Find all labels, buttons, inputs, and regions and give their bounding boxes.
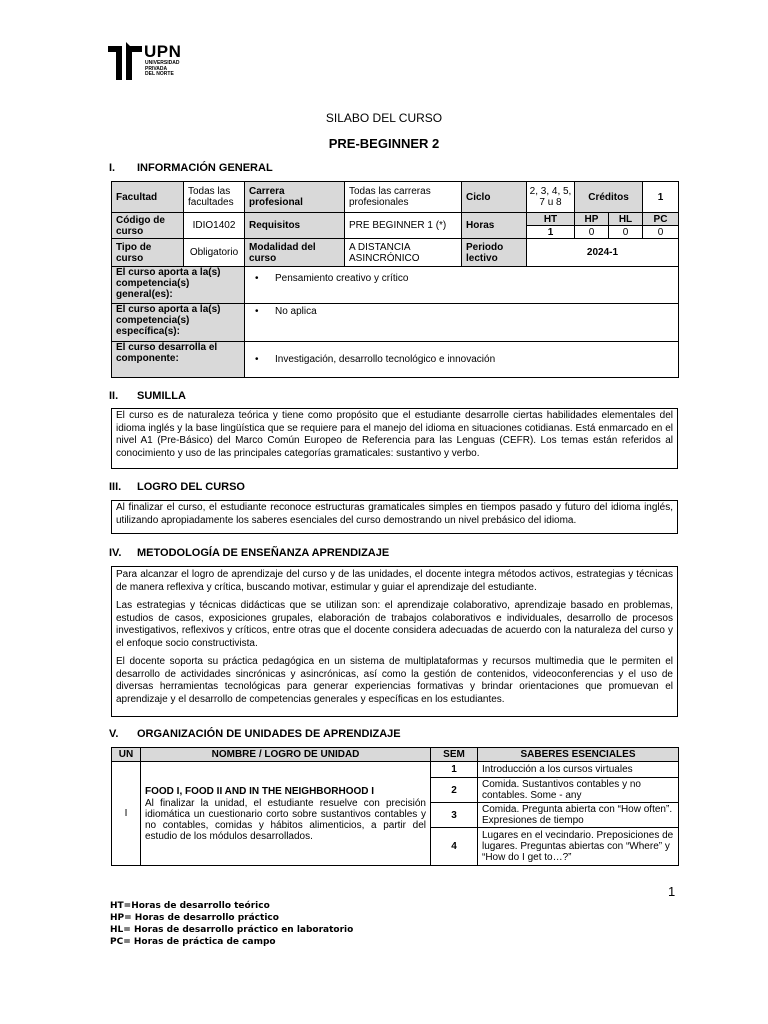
- facultad-label: Facultad: [112, 182, 184, 213]
- periodo-label: Periodo lectivo: [462, 239, 527, 267]
- hours-header-hl: HL: [609, 213, 643, 226]
- units-header-name: NOMBRE / LOGRO DE UNIDAD: [141, 748, 431, 762]
- facultad-value: Todas las facultades: [184, 182, 245, 213]
- footnote-hp: HP= Horas de desarrollo práctico: [110, 913, 279, 923]
- upn-logo-mark-icon: [108, 42, 142, 80]
- codigo-value: IDIO1402: [184, 213, 245, 239]
- horas-label: Horas: [462, 213, 527, 239]
- footnote-pc: PC= Horas de práctica de campo: [110, 937, 276, 947]
- comp-especifica-label: El curso aporta a la(s) competencia(s) específica(s):: [112, 304, 245, 342]
- carrera-label: Carrera profesional: [245, 182, 345, 213]
- week-number: 1: [431, 762, 478, 778]
- codigo-label: Código de curso: [112, 213, 184, 239]
- hours-value-hp: 0: [575, 226, 609, 239]
- general-info-table: [111, 181, 679, 378]
- hours-value-pc: 0: [643, 226, 679, 239]
- document-title: SILABO DEL CURSO: [325, 111, 443, 125]
- section-4-heading: IV. METODOLOGÍA DE ENSEÑANZA APRENDIZAJE: [109, 547, 390, 559]
- sumilla-box: El curso es de naturaleza teórica y tiene como propósito que el estudiante desarrolle ciertas habilidades elementales del idioma inglés y la base lingüística que se requiere para el manejo del idioma en situaciones cotidianas. Está enmarcado en el nivel A1 (Pre-Básico) del Marco Común Europeo de Referencia para las Lenguas (CEFR). Los temas están referidos al conocimiento y uso de las principales categorías gramaticales: sustantivo y verbo.: [111, 408, 678, 469]
- page-number: 1: [668, 884, 676, 899]
- carrera-value: Todas las carreras profesionales: [345, 182, 462, 213]
- units-header-sem: SEM: [431, 748, 478, 762]
- tipo-value: Obligatorio: [184, 239, 245, 267]
- creditos-label: Créditos: [575, 182, 643, 213]
- comp-especifica-item: • No aplica: [245, 304, 679, 342]
- unit-description: [141, 762, 431, 866]
- upn-logo: [108, 42, 208, 82]
- table-row: [112, 762, 679, 778]
- section-5-heading: V. ORGANIZACIÓN DE UNIDADES DE APRENDIZAJE: [109, 728, 401, 740]
- week-saberes: Comida. Pregunta abierta con “How often”. Expresiones de tiempo: [478, 803, 679, 828]
- section-2-heading: II. SUMILLA: [109, 390, 186, 402]
- creditos-value: 1: [643, 182, 679, 213]
- metodologia-paragraph: Para alcanzar el logro de aprendizaje del curso y de las unidades, el docente integra métodos activos, estrategias y técnicas de manera reflexiva y crítica, buscando motivar, estimular y guiar el aprendizaje del estudiante.: [116, 569, 673, 593]
- units-header-saberes: SABERES ESENCIALES: [478, 748, 679, 762]
- units-header-un: UN: [112, 748, 141, 762]
- hours-value-hl: 0: [609, 226, 643, 239]
- section-1-heading: I. INFORMACIÓN GENERAL: [109, 162, 273, 174]
- requisitos-value: PRE BEGINNER 1 (*): [345, 213, 462, 239]
- modalidad-label: Modalidad del curso: [245, 239, 345, 267]
- componente-label: El curso desarrolla el componente:: [112, 342, 245, 378]
- logro-box: Al finalizar el curso, el estudiante reconoce estructuras gramaticales simples en tiempos pasado y futuro del idioma inglés, utilizando apropiadamente los saberes esenciales del curso demostrando un nivel prebásico del idioma.: [111, 500, 678, 534]
- unit-name: FOOD I, FOOD II AND IN THE NEIGHBORHOOD I: [145, 785, 375, 797]
- week-number: 4: [431, 828, 478, 866]
- unit-number: I: [112, 762, 141, 866]
- course-name: PRE-BEGINNER 2: [328, 136, 440, 151]
- periodo-value: 2024-1: [527, 239, 679, 267]
- ciclo-value: 2, 3, 4, 5, 7 u 8: [527, 182, 575, 213]
- hours-header-hp: HP: [575, 213, 609, 226]
- metodologia-paragraph: Las estrategias y técnicas didácticas que se utilizan son: el aprendizaje colaborativo, aprendizaje basado en problemas, estudios de casos, exposiciones grupales, elaboración de trabajos colaborativos e individuales, desarrollo de procesos investigativos, reflexivos y críticos, entre otras que el docente considera adecuadas de acuerdo con la naturaleza del curso y el enfoque socio constructivista.: [116, 600, 673, 649]
- hours-header-ht: HT: [527, 213, 575, 226]
- requisitos-label: Requisitos: [245, 213, 345, 239]
- week-saberes: Comida. Sustantivos contables y no contables. Some - any: [478, 778, 679, 803]
- metodologia-paragraph: El docente soporta su práctica pedagógica en un sistema de multiplataformas y recursos multimedia que le permiten el desarrollo de actividades sincrónicas y asincrónicas, así como la gestión de contenidos, videoconferencias y el uso de diversas herramientas tecnológicas para generar experiencias formativas y brindar orientaciones que promuevan el aprendizaje y el desarrollo de competencias generales y específicas en los estudiantes.: [116, 656, 673, 705]
- comp-general-label: El curso aporta a la(s) competencia(s) general(es):: [112, 267, 245, 304]
- logo-subtitle: UNIVERSIDAD PRIVADA DEL NORTE: [145, 60, 180, 77]
- unit-logro: Al finalizar la unidad, el estudiante resuelve con precisión idiomática un cuestionario corto sobre sustantivos contables y no contables, comidas y hábitos alimenticios, a partir del estudio de los módulos desarrollados.: [145, 797, 426, 842]
- tipo-label: Tipo de curso: [112, 239, 184, 267]
- week-number: 2: [431, 778, 478, 803]
- week-saberes: Introducción a los cursos virtuales: [478, 762, 679, 778]
- ciclo-label: Ciclo: [462, 182, 527, 213]
- comp-general-item: • Pensamiento creativo y crítico: [245, 267, 679, 304]
- footnote-hl: HL= Horas de desarrollo práctico en laboratorio: [110, 925, 354, 935]
- week-saberes: Lugares en el vecindario. Preposiciones de lugares. Preguntas abiertas con “Where” y “How do I get to…?”: [478, 828, 679, 866]
- week-number: 3: [431, 803, 478, 828]
- logo-brand: UPN: [144, 42, 182, 61]
- units-table: [111, 747, 679, 866]
- componente-item: • Investigación, desarrollo tecnológico e innovación: [245, 342, 679, 378]
- footnote-ht: HT=Horas de desarrollo teórico: [110, 901, 270, 911]
- metodologia-box: [111, 566, 678, 717]
- hours-header-pc: PC: [643, 213, 679, 226]
- hours-value-ht: 1: [527, 226, 575, 239]
- modalidad-value: A DISTANCIA ASINCRÓNICO: [345, 239, 462, 267]
- section-3-heading: III. LOGRO DEL CURSO: [109, 481, 245, 493]
